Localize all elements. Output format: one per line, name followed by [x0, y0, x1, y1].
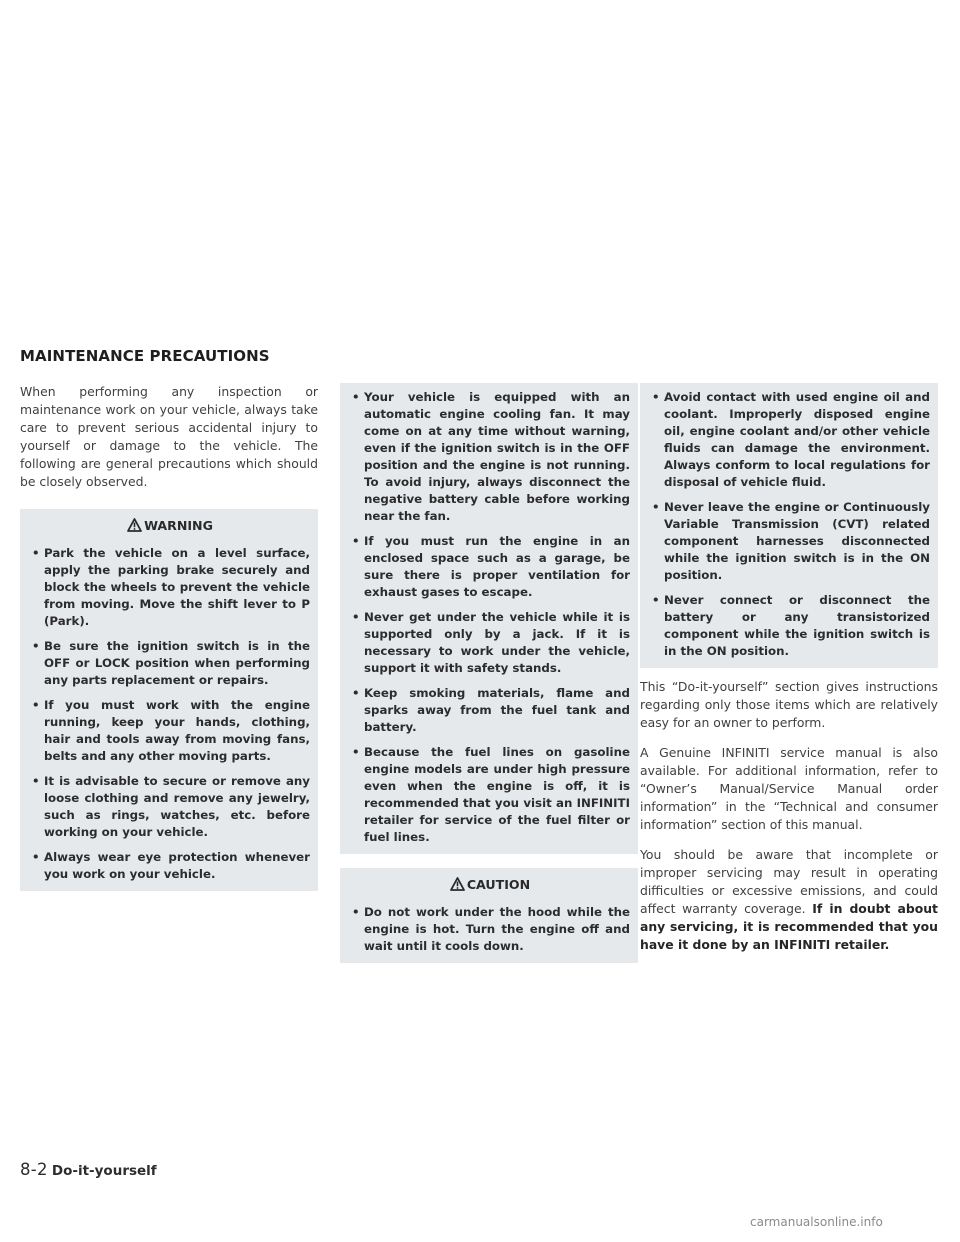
list-item: • Be sure the ignition switch is in the OFF or LOCK position when performing any parts replacement or repairs. [32, 639, 310, 687]
list-item: • Never connect or disconnect the battery or any transistorized component while the ignition switch is in the ON position. [652, 593, 930, 658]
warning-list-col1 [30, 545, 310, 883]
section-name: Do-it-yourself [51, 1163, 157, 1179]
caution-box [340, 868, 638, 963]
list-item: • Because the fuel lines on gasoline engine models are under high pressure even when the engine is off, it is recommended that you visit an INFINITI retailer for service of the fuel filter or fuel lines. [352, 745, 630, 844]
caution-list-col2 [350, 904, 630, 955]
page-title: MAINTENANCE PRECAUTIONS [20, 347, 270, 365]
column-2 [340, 383, 638, 963]
caution-title: CAUTION [466, 877, 531, 892]
service-manual-paragraph: A Genuine INFINITI service manual is also available. For additional information, refer to “Owner’s Manual/Service Manual order information” in the “Technical and consumer information” section of this manual. [640, 745, 938, 832]
list-item: • Park the vehicle on a level surface, apply the parking brake securely and block the wheels to prevent the vehicle from moving. Move the shift lever to P (Park). [32, 546, 310, 628]
servicing-recommendation: If in doubt about any servicing, it is recommended that you have it done by an INFINITI retailer. [640, 901, 938, 952]
warning-triangle-icon [127, 518, 142, 532]
caution-list-col3 [650, 389, 930, 660]
list-item: • Your vehicle is equipped with an automatic engine cooling fan. It may come on at any time without warning, even if the ignition switch is in the OFF position and the engine is not running. To avoid injury, always disconnect the negative battery cable before working near the fan. [352, 390, 630, 523]
page-footer [20, 1160, 157, 1179]
list-item: • If you must run the engine in an enclosed space such as a garage, be sure there is proper ventilation for exhaust gases to escape. [352, 534, 630, 599]
warning-list-col2 [350, 389, 630, 846]
column-3 [640, 383, 938, 966]
column-1 [20, 383, 318, 891]
warning-triangle-icon [450, 877, 465, 891]
list-item: • Do not work under the hood while the engine is hot. Turn the engine off and wait until it cools down. [352, 905, 630, 953]
list-item: • Avoid contact with used engine oil and coolant. Improperly disposed engine oil, engine coolant and/or other vehicle fluids can damage the environment. Always conform to local regulations for disposal of vehicle fluid. [652, 390, 930, 489]
list-item: • Always wear eye protection whenever you work on your vehicle. [32, 850, 310, 881]
watermark: carmanualsonline.info [750, 1215, 883, 1229]
warning-box [20, 509, 318, 891]
warning-title: WARNING [144, 518, 213, 533]
servicing-awareness-paragraph: You should be aware that incomplete or improper servicing may result in operating difficulties or excessive emissions, and could affect warranty coverage. If in doubt about any servicing, it is recommended that you have it done by an INFINITI retailer. [640, 847, 938, 952]
caution-box-continued [640, 383, 938, 668]
warning-heading [30, 517, 310, 535]
list-item: • Keep smoking materials, flame and sparks away from the fuel tank and battery. [352, 686, 630, 734]
page-number: 8-2 [20, 1160, 48, 1179]
caution-heading [350, 876, 630, 894]
intro-paragraph: When performing any inspection or maintenance work on your vehicle, always take care to prevent serious accidental injury to yourself or damage to the vehicle. The following are general precautions which should be closely observed. [20, 384, 318, 489]
list-item: • If you must work with the engine running, keep your hands, clothing, hair and tools away from moving fans, belts and any other moving parts. [32, 698, 310, 763]
list-item: • Never leave the engine or Continuously Variable Transmission (CVT) related component harnesses disconnected while the ignition switch is in the ON position. [652, 500, 930, 582]
diy-paragraph: This “Do-it-yourself” section gives instructions regarding only those items which are relatively easy for an owner to perform. [640, 679, 938, 730]
list-item: • It is advisable to secure or remove any loose clothing and remove any jewelry, such as rings, watches, etc. before working on your vehicle. [32, 774, 310, 839]
list-item: • Never get under the vehicle while it is supported only by a jack. If it is necessary to work under the vehicle, support it with safety stands. [352, 610, 630, 675]
warning-box-continued [340, 383, 638, 854]
